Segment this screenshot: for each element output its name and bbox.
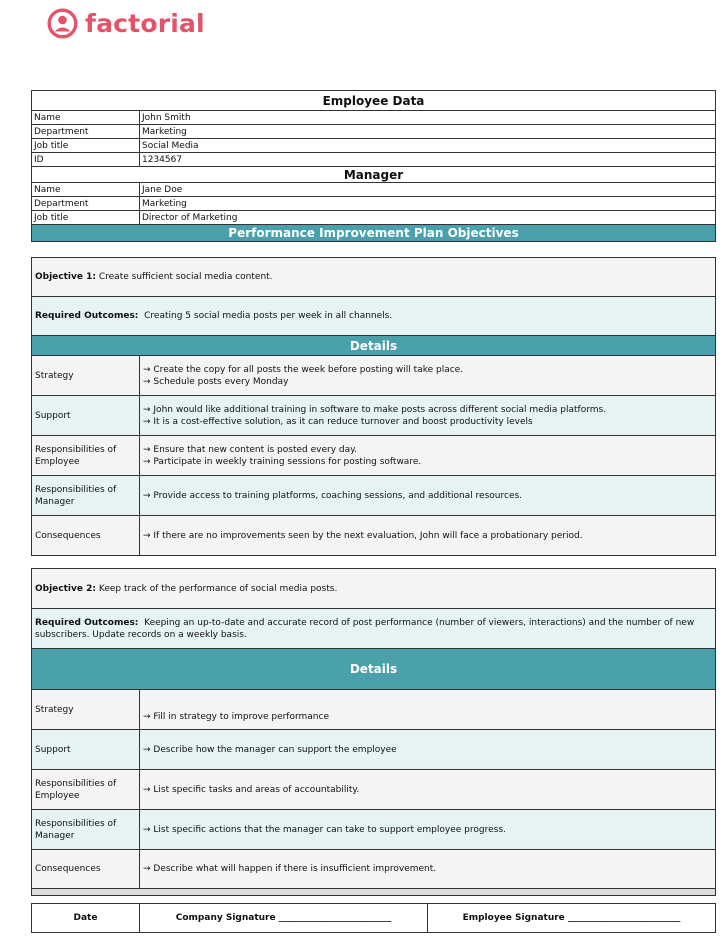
details-heading: Details [32,336,715,356]
employee-row-label: Department [32,125,140,138]
objective-2-row [32,569,715,609]
detail-line: → Fill in strategy to improve performance [143,712,329,722]
objective-1-section [31,257,716,556]
employee-row-label: Job title [32,139,140,152]
detail-content [140,516,715,555]
detail-label: Responsibilities of Employee [32,770,140,809]
employee-signature-field[interactable]: Employee Signature _________________________ [462,913,681,923]
objective-label: Objective 2: [35,583,96,594]
detail-content [140,396,715,435]
employee-row-value: Marketing [142,126,187,137]
outcomes-label: Required Outcomes: [35,311,139,321]
signature-row [31,903,716,933]
detail-row-support [32,396,715,436]
detail-content [140,436,715,475]
detail-line: → List specific tasks and areas of accountability. [143,784,360,795]
objective-text: Keep track of the performance of social media posts. [98,583,338,594]
detail-line: → Provide access to training platforms, coaching sessions, and additional resources. [143,490,523,501]
objective-1-outcomes-row [32,297,715,336]
detail-label: Consequences [32,516,140,555]
detail-line: → Describe what will happen if there is insufficient improvement. [143,864,437,874]
manager-row-label: Department [32,197,140,210]
employee-row-name [31,111,716,125]
section-divider [32,889,715,895]
manager-row-department [31,197,716,211]
detail-content [140,850,715,888]
detail-row-support [32,730,715,770]
objective-2-outcomes-row [32,609,715,649]
detail-row-strategy [32,356,715,396]
brand-logo [47,6,205,40]
objective-label: Objective 1: [35,272,96,282]
employee-row-value: 1234567 [142,154,183,165]
detail-label: Support [32,730,140,769]
objective-2-section [31,568,716,896]
detail-content [140,770,715,809]
manager-heading: Manager [31,167,716,183]
detail-line: → Ensure that new content is posted every day. [143,444,358,455]
objective-text: Create sufficient social media content. [98,272,273,282]
objective-1-row [32,258,715,297]
detail-label: Consequences [32,850,140,888]
detail-row-responsibilities-employee [32,770,715,810]
detail-label: Responsibilities of Manager [32,476,140,515]
detail-line: → Create the copy for all posts the week before posting will take place. [143,364,464,375]
detail-content [140,730,715,769]
company-signature-field[interactable]: Company Signature _________________________ [140,904,428,932]
employee-data-heading: Employee Data [31,90,716,111]
detail-line: → Participate in weekly training sessions for posting software. [143,456,422,467]
detail-row-strategy [32,690,715,730]
employee-row-department [31,125,716,139]
employee-row-value: John Smith [142,112,191,123]
detail-content [140,690,715,729]
brand-name: factorial [85,8,205,38]
detail-row-responsibilities-manager [32,476,715,516]
pip-objectives-heading: Performance Improvement Plan Objectives [31,225,716,242]
details-heading: Details [32,649,715,690]
manager-row-value: Marketing [142,198,187,209]
detail-row-responsibilities-manager [32,810,715,850]
detail-content [140,476,715,515]
outcomes-text: Keeping an up-to-date and accurate record of post performance (number of viewers, interactions) and the number of new subscribers. Update records on a weekly basis. [35,617,695,640]
employee-row-id [31,153,716,167]
employee-row-value: Social Media [142,140,199,151]
detail-line: → Schedule posts every Monday [143,376,289,387]
detail-line: → If there are no improvements seen by the next evaluation, John will face a probationary period. [143,530,583,541]
outcomes-text: Creating 5 social media posts per week in all channels. [144,311,393,321]
outcomes-block [35,617,695,641]
employee-data-table [31,90,716,242]
detail-line: → Describe how the manager can support the employee [143,744,397,755]
manager-row-value: Jane Doe [142,184,183,195]
manager-row-name [31,183,716,197]
detail-line: → John would like additional training in software to make posts across different social media platforms. [143,404,607,415]
detail-label: Responsibilities of Manager [32,810,140,849]
employee-row-job-title [31,139,716,153]
detail-label: Support [32,396,140,435]
manager-row-job-title [31,211,716,225]
detail-row-consequences [32,516,715,555]
detail-content [140,356,715,395]
detail-label: Responsibilities of Employee [32,436,140,475]
detail-line: → List specific actions that the manager can take to support employee progress. [143,824,506,835]
detail-row-responsibilities-employee [32,436,715,476]
detail-label: Strategy [32,356,140,395]
employee-row-label: Name [32,111,140,124]
detail-label: Strategy [32,690,140,729]
date-field[interactable]: Date [32,904,140,932]
manager-row-label: Job title [32,211,140,224]
outcomes-label: Required Outcomes: [35,617,139,628]
detail-line: → It is a cost-effective solution, as it can reduce turnover and boost productivity levels [143,416,533,427]
detail-row-consequences [32,850,715,889]
manager-row-value: Director of Marketing [142,212,238,223]
factorial-logo-icon [47,8,78,39]
manager-row-label: Name [32,183,140,196]
employee-row-label: ID [32,153,140,166]
detail-content [140,810,715,849]
